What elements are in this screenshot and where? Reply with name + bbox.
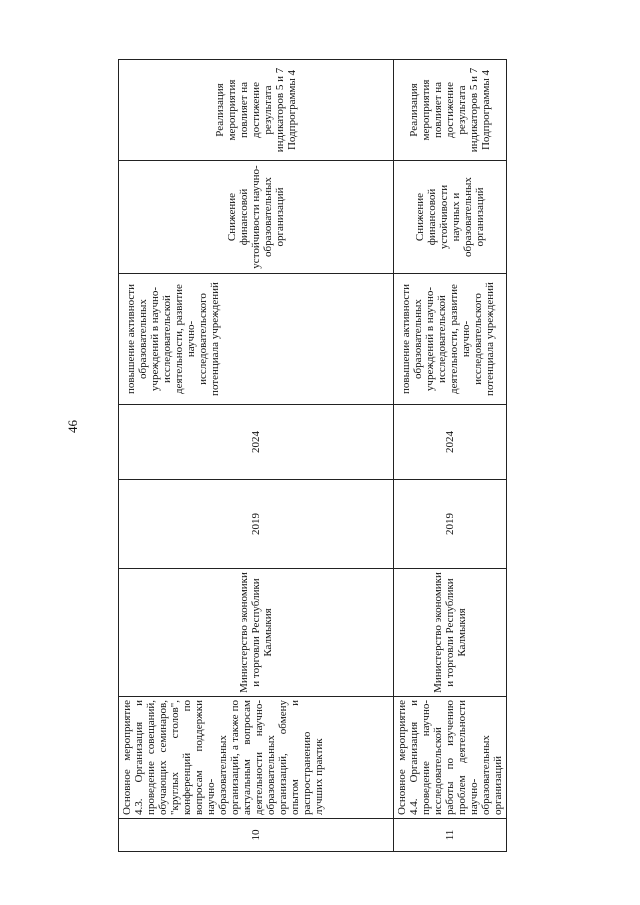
- rotated-table-container: [118, 60, 504, 852]
- measure-title: Основное мероприятие 4.4. Организация и проведение научно-исследовательской работы по изучению проблем деятельности научно-образовательных организаций: [394, 697, 507, 819]
- start-year: 2019: [119, 480, 394, 569]
- expected-result: повышение активности образовательных учреждений в научно-исследовательской деятельности, развитие научно-исследовательского потенциала учреждений: [394, 274, 507, 405]
- indicator-link: Реализация мероприятия повлияет на достижение результата индикаторов 5 и 7 Подпрограммы 4: [119, 60, 394, 161]
- row-number: 10: [119, 819, 394, 852]
- measures-table: [118, 59, 507, 852]
- end-year: 2024: [119, 405, 394, 480]
- table-row: [119, 60, 394, 852]
- risk-description: Снижение финансовой устойчивости научных и образовательных организаций: [394, 161, 507, 274]
- risk-description: Снижение финансовой устойчивости научно-образовательных организаций: [119, 161, 394, 274]
- row-number: 11: [394, 819, 507, 852]
- expected-result: повышение активности образовательных учреждений в научно-исследовательской деятельности, развитие научно-исследовательского потенциала учреждений: [119, 274, 394, 405]
- table-row: [394, 60, 507, 852]
- executor: Министерство экономики и торговли Республики Калмыкия: [394, 569, 507, 697]
- end-year: 2024: [394, 405, 507, 480]
- measure-title: Основное мероприятие 4.3. Организация и проведение совещаний, обучающих семинаров, "круглых столов", конференций по вопросам поддержки научно-образовательных организаций, а также по актуальным вопросам деятельности научно-образовательных организаций, обмену опытом и распространению лучших практик: [119, 697, 394, 819]
- start-year: 2019: [394, 480, 507, 569]
- executor: Министерство экономики и торговли Республики Калмыкия: [119, 569, 394, 697]
- page-number: 46: [65, 420, 80, 433]
- indicator-link: Реализация мероприятия повлияет на достижение результата индикаторов 5 и 7 Подпрограммы 4: [394, 60, 507, 161]
